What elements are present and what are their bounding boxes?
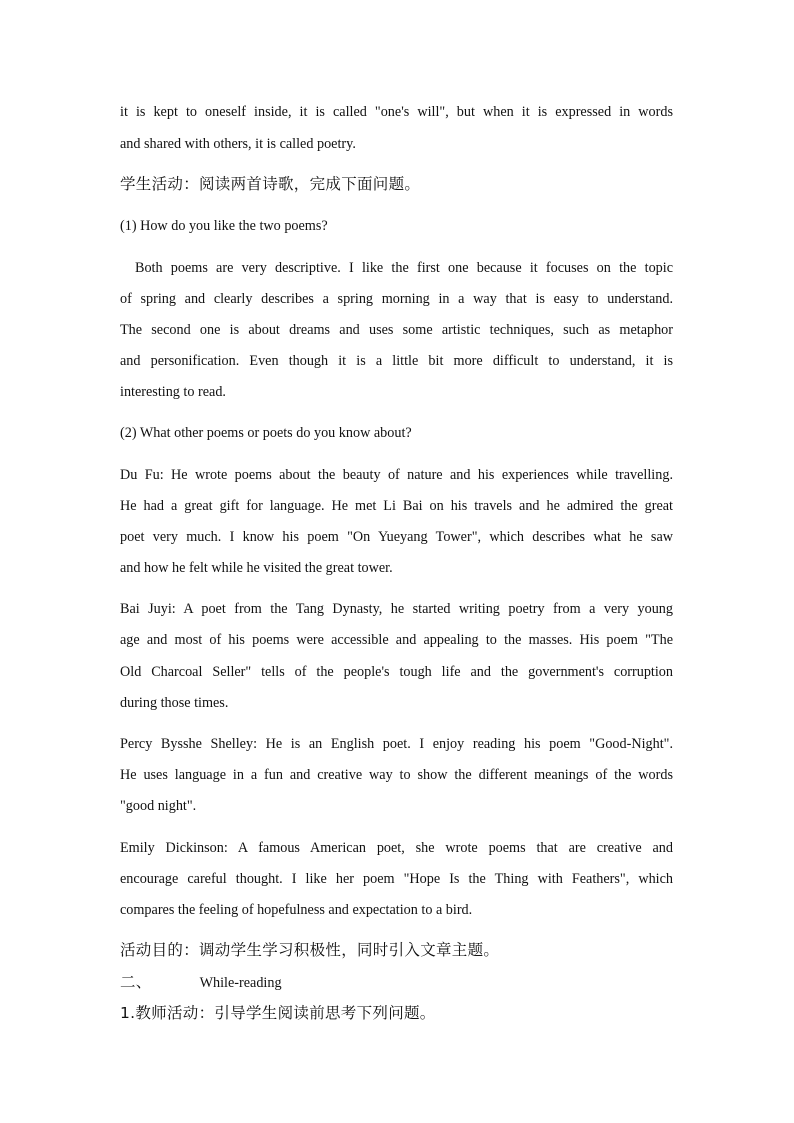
- answer-1-line: interesting to read.: [120, 384, 226, 400]
- poet-du-fu-line: Du Fu: He wrote poems about the beauty of nature and his experiences while travelling.: [120, 467, 673, 483]
- poet-du-fu-line: and how he felt while he visited the great tower.: [120, 560, 393, 576]
- poet-du-fu-line: He had a great gift for language. He met Li Bai on his travels and he admired the great: [120, 498, 673, 514]
- poet-bai-juyi-line: during those times.: [120, 695, 229, 711]
- question-2: (2) What other poems or poets do you know about?: [120, 425, 412, 441]
- poet-dickinson-line: encourage careful thought. I like her poem "Hope Is the Thing with Feathers", which: [120, 871, 673, 887]
- poet-shelley-line: Percy Bysshe Shelley: He is an English poet. I enjoy reading his poem "Good-Night".: [120, 736, 673, 752]
- poet-shelley-line: "good night".: [120, 798, 197, 814]
- poet-bai-juyi-line: Bai Juyi: A poet from the Tang Dynasty, he started writing poetry from a very young: [120, 601, 673, 617]
- student-activity-heading: 学生活动：阅读两首诗歌，完成下面问题。: [120, 175, 421, 193]
- poet-du-fu-line: poet very much. I know his poem "On Yueyang Tower", which describes what he saw: [120, 529, 673, 545]
- question-1: (1) How do you like the two poems?: [120, 218, 328, 234]
- teacher-activity: 1.教师活动：引导学生阅读前思考下列问题。: [120, 1004, 436, 1022]
- answer-1-line: Both poems are very descriptive. I like the first one because it focuses on the topic: [135, 260, 673, 276]
- poet-shelley-line: He uses language in a fun and creative way to show the different meanings of the words: [120, 767, 673, 783]
- section-number: 二、: [120, 973, 152, 991]
- intro-line: it is kept to oneself inside, it is called "one's will", but when it is expressed in words: [120, 104, 673, 120]
- poet-dickinson-line: compares the feeling of hopefulness and expectation to a bird.: [120, 902, 473, 918]
- section-title: While-reading: [199, 975, 282, 991]
- poet-bai-juyi-line: Old Charcoal Seller" tells of the people's tough life and the government's corruption: [120, 664, 673, 680]
- poet-dickinson-line: Emily Dickinson: A famous American poet, she wrote poems that are creative and: [120, 840, 673, 856]
- poet-bai-juyi-line: age and most of his poems were accessible and appealing to the masses. His poem "The: [120, 632, 673, 648]
- activity-purpose: 活动目的：调动学生学习积极性，同时引入文章主题。: [120, 941, 500, 959]
- answer-1-line: The second one is about dreams and uses some artistic techniques, such as metaphor: [120, 322, 673, 338]
- answer-1-line: of spring and clearly describes a spring morning in a way that is easy to understand.: [120, 291, 673, 307]
- section-heading: [120, 972, 673, 993]
- intro-line: and shared with others, it is called poetry.: [120, 136, 356, 152]
- answer-1-line: and personification. Even though it is a little bit more difficult to understand, it is: [120, 353, 673, 369]
